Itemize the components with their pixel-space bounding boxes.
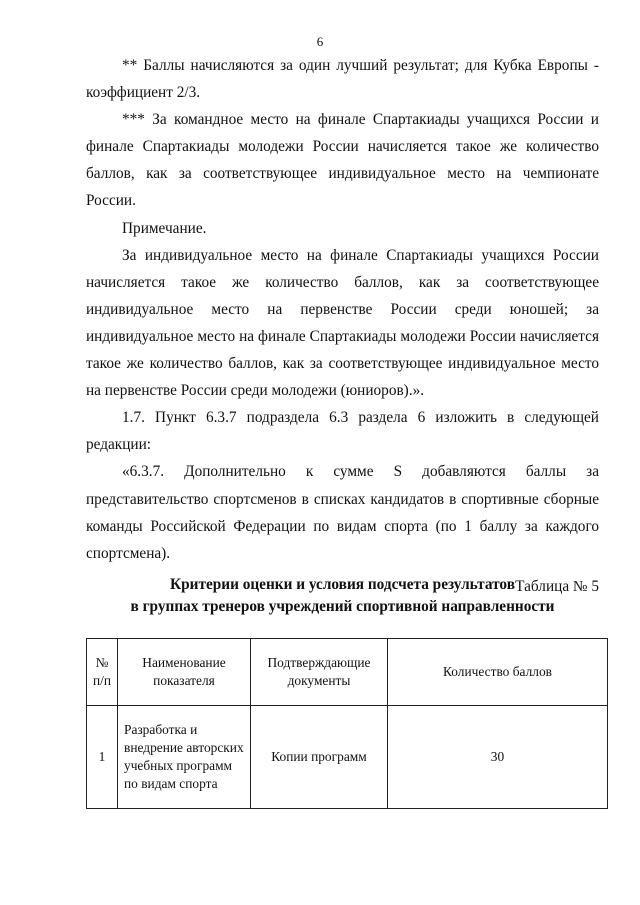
header-points: Количество баллов: [388, 639, 608, 706]
note-paragraph: За индивидуальное место на финале Спартакиады учащихся России начисляется такое же количество баллов, как за соответствующее индивидуальное место на первенстве России среди юношей; за индивидуальное место на финале Спартакиады молодежи России начисляется такое же количество баллов, как за соответствующее индивидуальное место на первенстве России среди молодежи (юниоров).».: [86, 246, 599, 400]
criteria-table: [86, 638, 608, 809]
clause-6-3-7: «6.3.7. Дополнительно к сумме S добавляются баллы за представительство спортсменов в списках кандидатов в спортивные сборные команды Российской Федерации по видам спорта (по 1 баллу за каждого спортсмена).: [86, 463, 599, 562]
table-title-line-2: в группах тренеров учреждений спортивной направленности: [130, 598, 555, 615]
table-row: [87, 706, 608, 809]
cell-points: 30: [388, 706, 608, 809]
table-title-line-1: Критерии оценки и условия подсчета результатов: [170, 576, 515, 593]
page-number: 6: [316, 34, 324, 49]
amendment-clause: 1.7. Пункт 6.3.7 подраздела 6.3 раздела 6 изложить в следующей редакции:: [86, 409, 599, 454]
table-header-row: [87, 639, 608, 706]
footnote-triple-asterisk: *** За командное место на финале Спартакиады учащихся России и финале Спартакиады молодежи России начисляется такое же количество баллов, как за соответствующее индивидуальное место на чемпионате России.: [86, 111, 599, 210]
cell-indicator-name: Разработка и внедрение авторских учебных программ по видам спорта: [118, 706, 251, 809]
body-text: [86, 52, 599, 600]
header-number: № п/п: [87, 639, 118, 706]
cell-number: 1: [87, 706, 118, 809]
footnote-double-asterisk: ** Баллы начисляются за один лучший результат; для Кубка Европы - коэффициент 2/3.: [86, 57, 599, 102]
header-indicator-name: Наименование показателя: [118, 639, 251, 706]
table-label: Таблица № 5: [515, 577, 599, 595]
note-heading: Примечание.: [122, 219, 207, 237]
table-title: [86, 574, 599, 618]
header-documents: Подтверждающие документы: [251, 639, 388, 706]
cell-documents: Копии программ: [251, 706, 388, 809]
